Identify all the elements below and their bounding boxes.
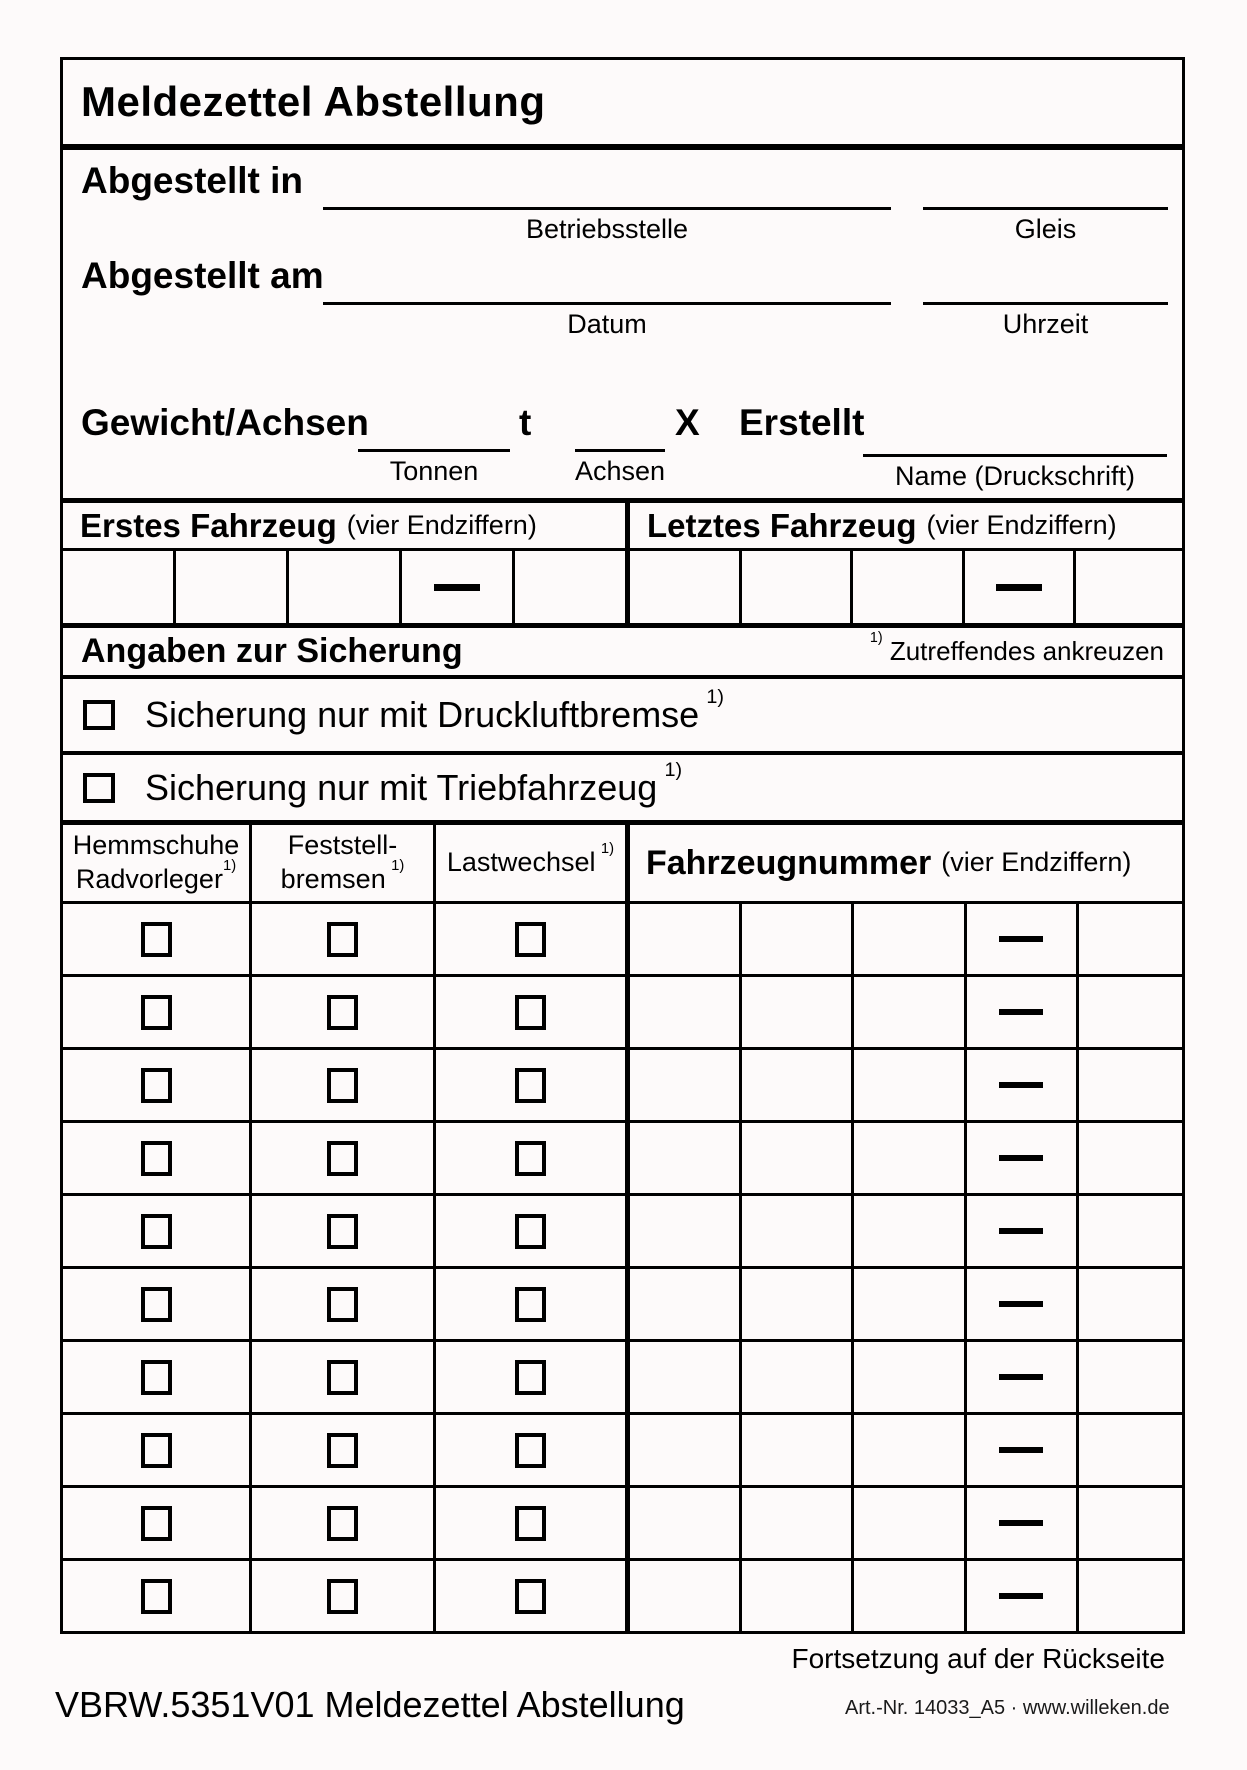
table-row	[63, 1485, 1182, 1558]
fahrzeugnummer-digit-cell[interactable]	[1076, 1415, 1188, 1485]
feststellbremsen-cell	[249, 1196, 433, 1266]
fahrzeugnummer-dash-cell	[964, 1488, 1076, 1558]
lastwechsel-checkbox[interactable]	[515, 922, 546, 957]
fahrzeugnummer-cells	[625, 1196, 1188, 1266]
abgestellt-am-label: Abgestellt am	[81, 255, 324, 296]
fahrzeugnummer-digit-cell[interactable]	[1076, 904, 1188, 974]
feststellbremsen-checkbox[interactable]	[327, 1141, 358, 1176]
fahrzeugnummer-cells	[625, 1269, 1188, 1339]
table-row	[63, 1558, 1182, 1631]
lastwechsel-cell	[433, 1488, 625, 1558]
fahrzeugnummer-digit-cell[interactable]	[1076, 1196, 1188, 1266]
fahrzeugnummer-digit-cell[interactable]	[739, 1488, 851, 1558]
table-row	[63, 974, 1182, 1047]
fahrzeugnummer-cells	[625, 1561, 1188, 1631]
erstes-digit-cell[interactable]	[512, 551, 625, 623]
fahrzeugnummer-cells	[625, 904, 1188, 974]
tonnen-unit: t	[519, 402, 532, 443]
hemmschuhe-checkbox[interactable]	[141, 1141, 172, 1176]
table-header	[63, 820, 1182, 901]
lastwechsel-cell	[433, 1269, 625, 1339]
col-lastwechsel-header: Lastwechsel $^{1)}$	[433, 825, 625, 901]
fahrzeugnummer-digit-cell[interactable]	[630, 977, 739, 1047]
dash-separator	[434, 584, 480, 591]
dash-separator	[999, 1009, 1043, 1015]
erstes-fahrzeug-cells	[63, 551, 625, 623]
fahrzeugnummer-digit-cell[interactable]	[630, 904, 739, 974]
letztes-dash-cell	[962, 551, 1074, 623]
feststellbremsen-checkbox[interactable]	[327, 1214, 358, 1249]
tonnen-caption: Tonnen	[389, 456, 479, 486]
gewicht-achsen-label: Gewicht/Achsen	[81, 402, 369, 443]
betriebsstelle-caption: Betriebsstelle	[525, 214, 689, 244]
fahrzeugnummer-cells	[625, 1488, 1188, 1558]
fahrzeugnummer-dash-cell	[964, 1415, 1076, 1485]
dash-separator	[999, 1155, 1043, 1161]
table-row	[63, 1412, 1182, 1485]
fahrzeugnummer-digit-cell[interactable]	[739, 1050, 851, 1120]
fahrzeugnummer-digit-cell[interactable]	[1076, 977, 1188, 1047]
hemmschuhe-checkbox[interactable]	[141, 922, 172, 957]
fahrzeugnummer-digit-cell[interactable]	[630, 1123, 739, 1193]
dash-separator	[999, 936, 1043, 942]
fahrzeugnummer-cells	[625, 1123, 1188, 1193]
fahrzeugnummer-dash-cell	[964, 1342, 1076, 1412]
lastwechsel-cell	[433, 1415, 625, 1485]
vehicle-header-band	[63, 498, 1182, 548]
gleis-caption: Gleis	[1014, 214, 1077, 244]
fahrzeugnummer-digit-cell[interactable]	[851, 1269, 963, 1339]
fahrzeugnummer-digit-cell[interactable]	[739, 1196, 851, 1266]
uhrzeit-field[interactable]	[923, 302, 1168, 305]
fahrzeugnummer-cells	[625, 1050, 1188, 1120]
letztes-fahrzeug-header	[625, 503, 1185, 548]
meldezettel-form	[60, 57, 1185, 1634]
erstes-fahrzeug-subtitle: (vier Endziffern)	[346, 510, 537, 540]
dash-separator	[999, 1082, 1043, 1088]
fahrzeugnummer-digit-cell[interactable]	[630, 1269, 739, 1339]
table-body	[63, 901, 1182, 1631]
title-band	[63, 60, 1182, 150]
achsen-x-mark: X	[675, 402, 700, 443]
fahrzeugnummer-digit-cell[interactable]	[1076, 1269, 1188, 1339]
sicherung-note	[869, 630, 1164, 667]
feststellbremsen-checkbox[interactable]	[327, 1579, 358, 1614]
fahrzeugnummer-digit-cell[interactable]	[739, 1269, 851, 1339]
lastwechsel-cell	[433, 904, 625, 974]
feststellbremsen-cell	[249, 904, 433, 974]
lastwechsel-cell	[433, 1196, 625, 1266]
fahrzeugnummer-digit-cell[interactable]	[1076, 1050, 1188, 1120]
triebfahrzeug-label: Sicherung nur mit Triebfahrzeug $^{1)}$	[145, 758, 683, 808]
form-id: VBRW.5351V01 Meldezettel Abstellung	[55, 1684, 685, 1725]
lastwechsel-checkbox[interactable]	[515, 1506, 546, 1541]
feststellbremsen-checkbox[interactable]	[327, 1287, 358, 1322]
article-number: Art.-Nr. 14033_A5 · www.willeken.de	[845, 1697, 1170, 1719]
fahrzeugnummer-digit-cell[interactable]	[739, 1561, 851, 1631]
fahrzeugnummer-digit-cell[interactable]	[739, 977, 851, 1047]
fahrzeugnummer-digit-cell[interactable]	[851, 1196, 963, 1266]
hemmschuhe-checkbox[interactable]	[141, 1506, 172, 1541]
fahrzeugnummer-digit-cell[interactable]	[630, 1488, 739, 1558]
feststellbremsen-checkbox[interactable]	[327, 1433, 358, 1468]
gleis-field[interactable]	[923, 207, 1168, 210]
hemmschuhe-checkbox[interactable]	[141, 1068, 172, 1103]
hemmschuhe-cell	[63, 1488, 249, 1558]
letztes-fahrzeug-title: Letztes Fahrzeug	[647, 506, 917, 544]
name-field[interactable]	[863, 454, 1167, 457]
option-triebfahrzeug	[63, 751, 1182, 820]
feststellbremsen-cell	[249, 1488, 433, 1558]
hemmschuhe-checkbox[interactable]	[141, 1579, 172, 1614]
lastwechsel-checkbox[interactable]	[515, 1141, 546, 1176]
fahrzeugnummer-digit-cell[interactable]	[630, 1561, 739, 1631]
datum-field[interactable]	[323, 302, 891, 305]
lastwechsel-cell	[433, 1342, 625, 1412]
hemmschuhe-cell	[63, 977, 249, 1047]
fahrzeugnummer-digit-cell[interactable]	[851, 1342, 963, 1412]
footnote-marker: 1)	[706, 686, 725, 709]
letztes-digit-cell[interactable]	[1073, 551, 1185, 623]
lastwechsel-checkbox[interactable]	[515, 995, 546, 1030]
fahrzeugnummer-digit-cell[interactable]	[739, 904, 851, 974]
hemmschuhe-checkbox[interactable]	[141, 995, 172, 1030]
fahrzeugnummer-digit-cell[interactable]	[851, 1561, 963, 1631]
lastwechsel-checkbox[interactable]	[515, 1433, 546, 1468]
hemmschuhe-cell	[63, 1342, 249, 1412]
letztes-digit-cell[interactable]	[850, 551, 962, 623]
erstes-digit-cell[interactable]	[286, 551, 399, 623]
lastwechsel-checkbox[interactable]	[515, 1068, 546, 1103]
letztes-fahrzeug-cells	[625, 551, 1185, 623]
feststellbremsen-checkbox[interactable]	[327, 995, 358, 1030]
fahrzeugnummer-cells	[625, 1342, 1188, 1412]
feststellbremsen-cell	[249, 977, 433, 1047]
letztes-digit-cell[interactable]	[630, 551, 739, 623]
hemmschuhe-cell	[63, 1561, 249, 1631]
table-row	[63, 1339, 1182, 1412]
achsen-field[interactable]	[575, 449, 665, 452]
hemmschuhe-checkbox[interactable]	[141, 1214, 172, 1249]
hemmschuhe-cell	[63, 1050, 249, 1120]
hemmschuhe-cell	[63, 1415, 249, 1485]
lastwechsel-cell	[433, 1123, 625, 1193]
fahrzeugnummer-digit-cell[interactable]	[851, 1050, 963, 1120]
fahrzeugnummer-digit-cell[interactable]	[851, 1415, 963, 1485]
hemmschuhe-cell	[63, 1123, 249, 1193]
fahrzeugnummer-dash-cell	[964, 1050, 1076, 1120]
fahrzeugnummer-digit-cell[interactable]	[739, 1342, 851, 1412]
fahrzeugnummer-dash-cell	[964, 1123, 1076, 1193]
fahrzeugnummer-digit-cell[interactable]	[1076, 1488, 1188, 1558]
hemmschuhe-checkbox[interactable]	[141, 1287, 172, 1322]
fahrzeugnummer-digit-cell[interactable]	[1076, 1123, 1188, 1193]
sicherung-band	[63, 623, 1182, 675]
feststellbremsen-cell	[249, 1561, 433, 1631]
hemmschuhe-checkbox[interactable]	[141, 1360, 172, 1395]
betriebsstelle-field[interactable]	[323, 207, 891, 210]
footnote-marker: 1)	[391, 857, 405, 874]
erstellt-label: Erstellt	[739, 402, 865, 443]
feststellbremsen-cell	[249, 1269, 433, 1339]
fahrzeugnummer-cells	[625, 1415, 1188, 1485]
fahrzeugnummer-dash-cell	[964, 1561, 1076, 1631]
fahrzeugnummer-dash-cell	[964, 1196, 1076, 1266]
uhrzeit-caption: Uhrzeit	[1002, 309, 1089, 339]
form-title: Meldezettel Abstellung	[81, 78, 546, 125]
triebfahrzeug-checkbox[interactable]	[83, 773, 115, 803]
hemmschuhe-cell	[63, 1269, 249, 1339]
table-row	[63, 1047, 1182, 1120]
footnote-marker: 1)	[664, 758, 683, 781]
feststellbremsen-checkbox[interactable]	[327, 1360, 358, 1395]
dash-separator	[996, 584, 1042, 591]
fahrzeugnummer-digit-cell[interactable]	[851, 1123, 963, 1193]
feststellbremsen-checkbox[interactable]	[327, 1068, 358, 1103]
erstes-fahrzeug-header	[63, 503, 625, 548]
fahrzeugnummer-digit-cell[interactable]	[630, 1196, 739, 1266]
fahrzeugnummer-digit-cell[interactable]	[851, 904, 963, 974]
fahrzeugnummer-digit-cell[interactable]	[630, 1050, 739, 1120]
fahrzeugnummer-digit-cell[interactable]	[1076, 1342, 1188, 1412]
lastwechsel-checkbox[interactable]	[515, 1214, 546, 1249]
dash-separator	[999, 1301, 1043, 1307]
fahrzeugnummer-digit-cell[interactable]	[630, 1415, 739, 1485]
feststellbremsen-cell	[249, 1123, 433, 1193]
dash-separator	[999, 1520, 1043, 1526]
feststellbremsen-checkbox[interactable]	[327, 1506, 358, 1541]
druckluftbremse-label: Sicherung nur mit Druckluftbremse $^{1)}$	[145, 686, 725, 735]
fahrzeugnummer-dash-cell	[964, 977, 1076, 1047]
table-row	[63, 1193, 1182, 1266]
fahrzeugnummer-digit-cell[interactable]	[739, 1415, 851, 1485]
fahrzeugnummer-digit-cell[interactable]	[630, 1342, 739, 1412]
footnote-marker: 1)	[222, 857, 237, 874]
fahrzeugnummer-dash-cell	[964, 904, 1076, 974]
datum-caption: Datum	[567, 309, 647, 339]
druckluftbremse-checkbox[interactable]	[83, 700, 115, 730]
erstes-digit-cell[interactable]	[63, 551, 173, 623]
table-row	[63, 1120, 1182, 1193]
feststellbremsen-checkbox[interactable]	[327, 922, 358, 957]
dash-separator	[999, 1374, 1043, 1380]
fahrzeugnummer-cells	[625, 977, 1188, 1047]
dash-separator	[999, 1228, 1043, 1234]
dash-separator	[999, 1447, 1043, 1453]
dash-separator	[999, 1593, 1043, 1599]
feststellbremsen-cell	[249, 1342, 433, 1412]
col-feststellbremsen-header: Feststell- bremsen $^{1)}$	[249, 825, 433, 901]
lastwechsel-cell	[433, 1561, 625, 1631]
table-row	[63, 901, 1182, 974]
fahrzeugnummer-digit-cell[interactable]	[739, 1123, 851, 1193]
erstes-dash-cell	[399, 551, 512, 623]
col-hemmschuhe-header: Hemmschuhe Radvorleger$^{1)}$	[72, 830, 240, 894]
header-fields	[63, 150, 1182, 498]
sicherung-note-text: Zutreffendes ankreuzen	[889, 636, 1164, 666]
abgestellt-in-label: Abgestellt in	[81, 160, 304, 201]
lastwechsel-checkbox[interactable]	[515, 1579, 546, 1614]
name-caption: Name (Druckschrift)	[894, 461, 1136, 491]
hemmschuhe-cell	[63, 1196, 249, 1266]
achsen-caption: Achsen	[574, 456, 666, 486]
tonnen-field[interactable]	[358, 449, 510, 452]
fahrzeugnummer-digit-cell[interactable]	[851, 1488, 963, 1558]
lastwechsel-cell	[433, 1050, 625, 1120]
lastwechsel-checkbox[interactable]	[515, 1360, 546, 1395]
letztes-digit-cell[interactable]	[739, 551, 851, 623]
hemmschuhe-checkbox[interactable]	[141, 1433, 172, 1468]
lastwechsel-cell	[433, 977, 625, 1047]
table-row	[63, 1266, 1182, 1339]
col-fahrzeugnummer-header: Fahrzeugnummer (vier Endziffern)	[625, 825, 1188, 901]
fahrzeugnummer-dash-cell	[964, 1269, 1076, 1339]
sicherung-title: Angaben zur Sicherung	[81, 632, 463, 670]
erstes-digit-cell[interactable]	[173, 551, 286, 623]
vehicle-number-cells	[63, 548, 1182, 623]
feststellbremsen-cell	[249, 1415, 433, 1485]
fahrzeugnummer-digit-cell[interactable]	[1076, 1561, 1188, 1631]
fahrzeugnummer-digit-cell[interactable]	[851, 977, 963, 1047]
hemmschuhe-cell	[63, 904, 249, 974]
option-druckluftbremse	[63, 675, 1182, 751]
footnote-marker: 1)	[600, 840, 615, 857]
lastwechsel-checkbox[interactable]	[515, 1287, 546, 1322]
footnote-marker: 1)	[869, 630, 883, 647]
continuation-note: Fortsetzung auf der Rückseite	[791, 1643, 1165, 1674]
feststellbremsen-cell	[249, 1050, 433, 1120]
erstes-fahrzeug-title: Erstes Fahrzeug	[80, 506, 337, 544]
letztes-fahrzeug-subtitle: (vier Endziffern)	[926, 510, 1117, 540]
